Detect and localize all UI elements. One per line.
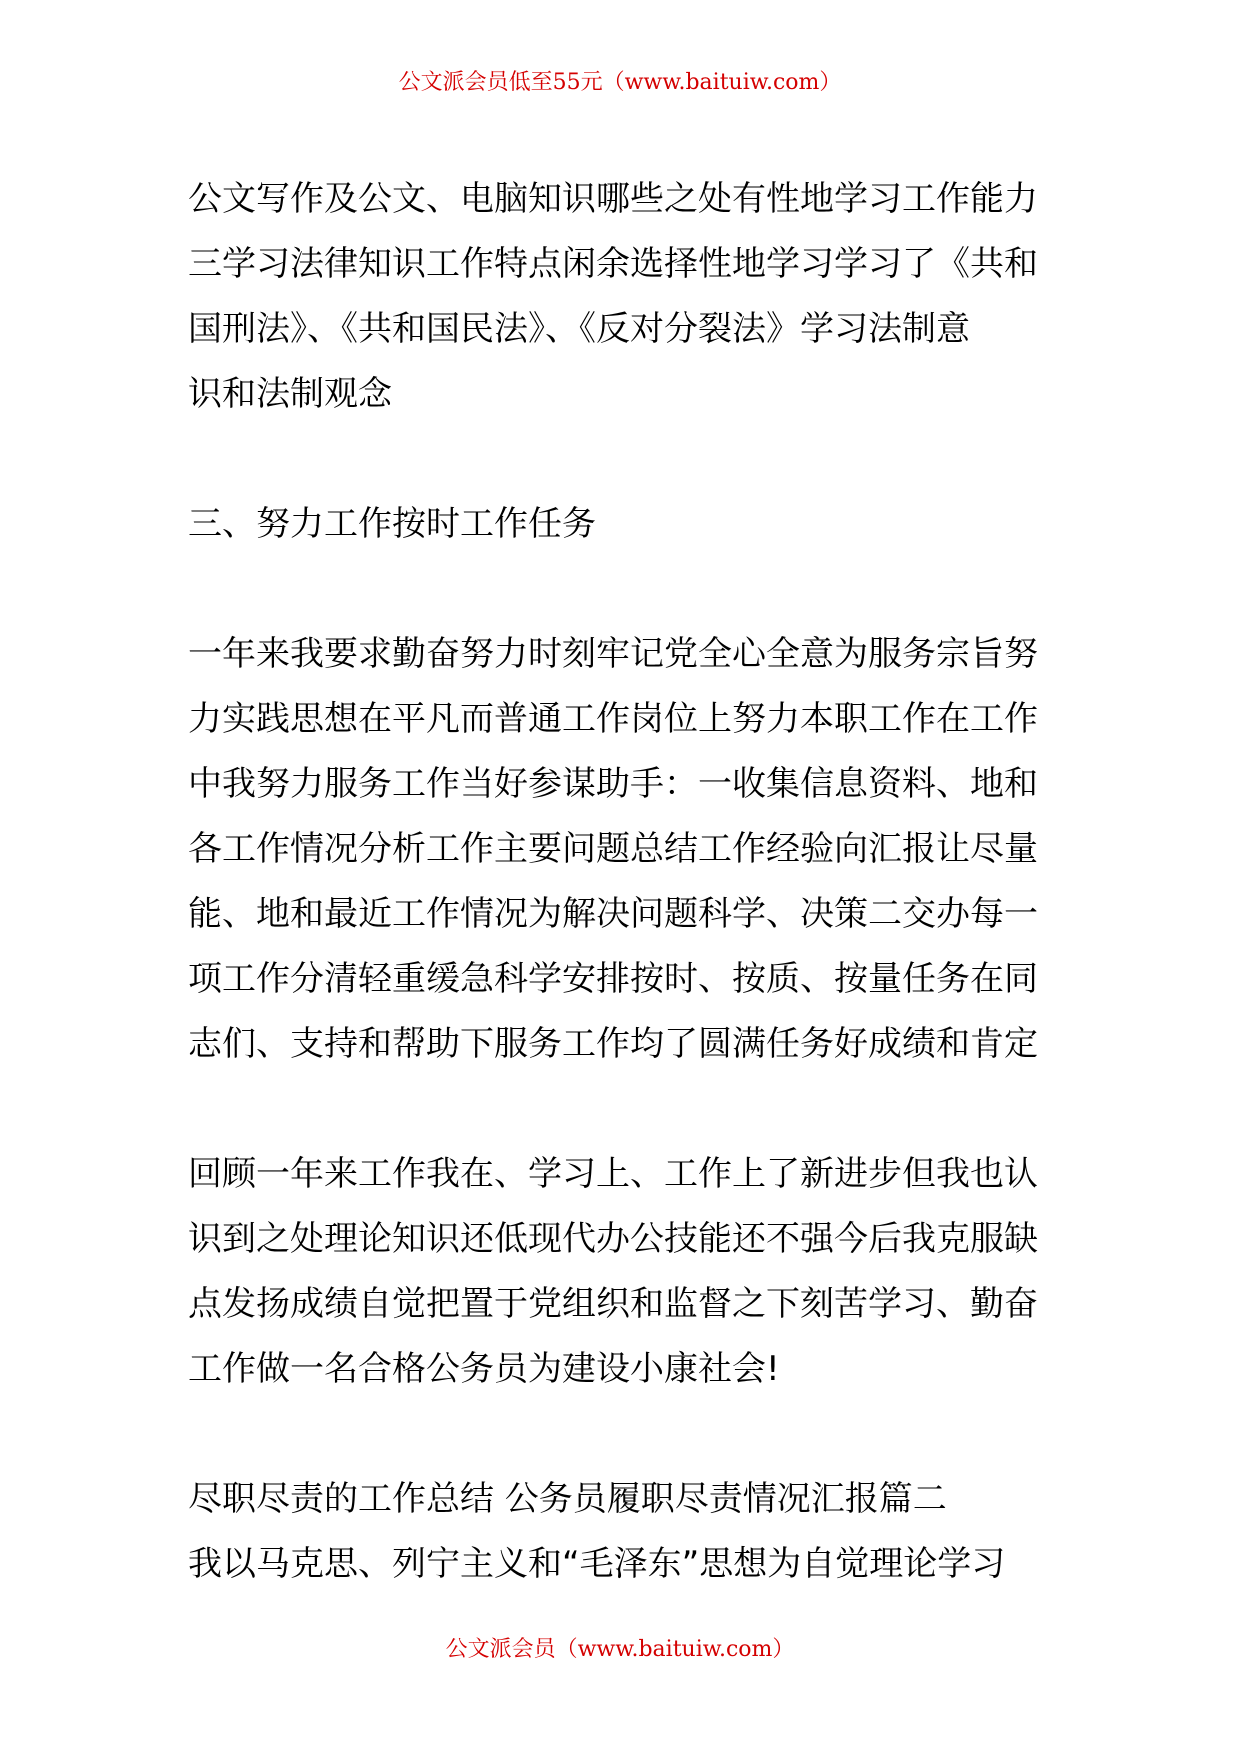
paragraph — [188, 622, 1058, 1077]
paragraph-gap — [188, 427, 1058, 492]
paragraph-gap — [188, 557, 1058, 622]
text-line: 项工作分清轻重缓急科学安排按时、按质、按量任务在同 — [188, 959, 1038, 999]
text-line: 一年来我要求勤奋努力时刻牢记党全心全意为服务宗旨努 — [188, 634, 1038, 674]
paragraph-gap — [188, 1402, 1058, 1467]
page-footer-watermark: 公文派会员（www.baituiw.com） — [445, 1637, 795, 1662]
text-line: 工作做一名合格公务员为建设小康社会! — [188, 1349, 780, 1389]
text-line: 能、地和最近工作情况为解决问题科学、决策二交办每一 — [188, 894, 1038, 934]
paragraph — [188, 167, 1058, 427]
page-header-watermark: 公文派会员低至55元（www.baituiw.com） — [398, 70, 842, 95]
paragraph-gap — [188, 1077, 1058, 1142]
document-body — [188, 167, 1058, 1597]
text-line: 力实践思想在平凡而普通工作岗位上努力本职工作在工作 — [188, 699, 1038, 739]
text-line: 回顾一年来工作我在、学习上、工作上了新进步但我也认 — [188, 1154, 1038, 1194]
text-line: 我以马克思、列宁主义和“毛泽东”思想为自觉理论学习 — [188, 1544, 1006, 1584]
text-line: 三、努力工作按时工作任务 — [188, 504, 596, 544]
text-line: 中我努力服务工作当好参谋助手：一收集信息资料、地和 — [188, 764, 1038, 804]
text-line: 公文写作及公文、电脑知识哪些之处有性地学习工作能力 — [188, 179, 1038, 219]
text-line: 识到之处理论知识还低现代办公技能还不强今后我克服缺 — [188, 1219, 1038, 1259]
paragraph — [188, 1142, 1058, 1402]
text-line: 国刑法》、《共和国民法》、《反对分裂法》学习法制意 — [188, 309, 970, 349]
text-line: 点发扬成绩自觉把置于党组织和监督之下刻苦学习、勤奋 — [188, 1284, 1038, 1324]
text-line: 三学习法律知识工作特点闲余选择性地学习学习了《共和 — [188, 244, 1038, 284]
text-line: 各工作情况分析工作主要问题总结工作经验向汇报让尽量 — [188, 829, 1038, 869]
section-heading — [188, 492, 1058, 557]
text-line: 识和法制观念 — [188, 374, 392, 414]
text-line: 尽职尽责的工作总结 公务员履职尽责情况汇报篇二 — [188, 1479, 947, 1519]
paragraph — [188, 1467, 1058, 1597]
text-line: 志们、支持和帮助下服务工作均了圆满任务好成绩和肯定 — [188, 1024, 1038, 1064]
